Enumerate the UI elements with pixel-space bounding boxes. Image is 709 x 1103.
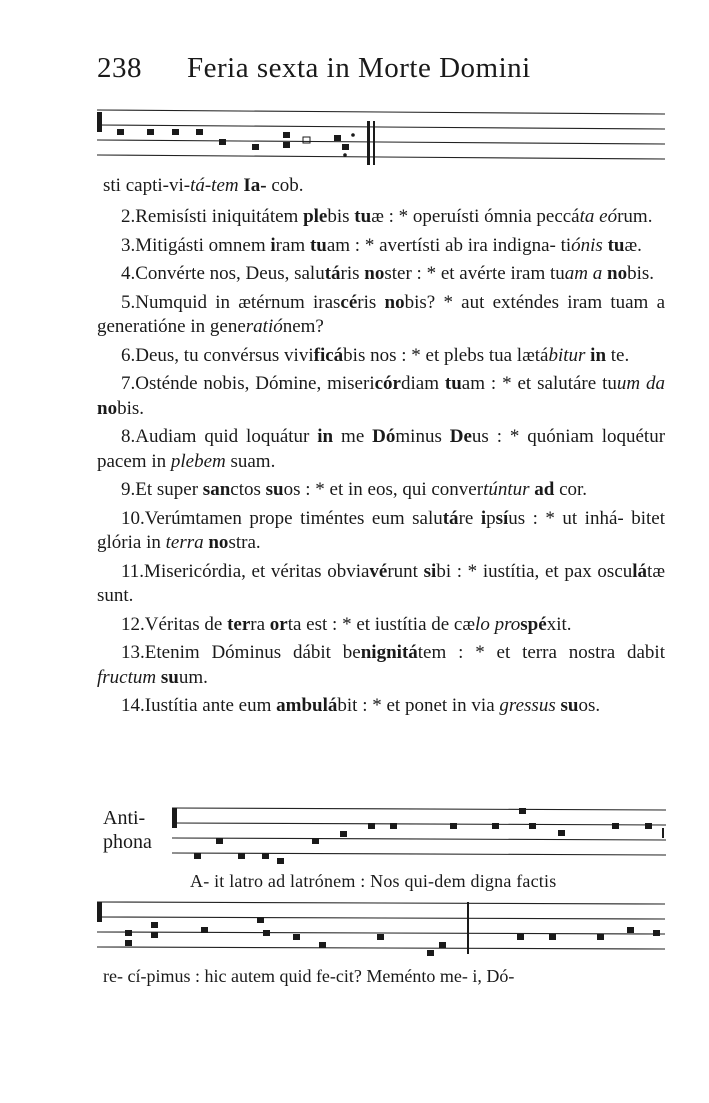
verse-text-run: tu — [354, 206, 372, 227]
verse-text-run: bis? * aut exténdes iram tuam a generatióne in gene — [97, 291, 666, 337]
verse-number: 10. — [121, 507, 145, 529]
verse-text-run: si — [423, 560, 437, 582]
verse-text-run: cór — [374, 373, 401, 394]
verse-text-run: i — [270, 234, 276, 256]
verse-text-run: tá — [401, 642, 418, 663]
psalm-verses — [97, 205, 665, 723]
verse-text-run: ta — [579, 206, 595, 227]
verse-text-run: os : * et in eos, qui conver — [283, 479, 484, 500]
verse-text-run: stra. — [228, 532, 261, 553]
verse-text-run: ambu — [276, 695, 323, 716]
antiphon-lyric-1: A- it latro ad latrónem : Nos qui-dem digna factis — [190, 871, 557, 891]
verse-text-run: minus — [395, 426, 450, 447]
verse-text-run: rum. — [617, 206, 653, 227]
verse-text-run: i — [480, 507, 487, 529]
verse-text-run: in — [590, 344, 607, 366]
verse-text-run: no — [364, 263, 385, 284]
clef — [97, 112, 102, 132]
verse-text-run: ratió — [245, 316, 283, 337]
psalm-verse — [97, 560, 665, 609]
antiphon-label-line2: phona — [103, 831, 152, 853]
verse-number: 14. — [121, 695, 145, 716]
verse-text-run: túntur — [483, 479, 530, 500]
verse-text-run: nis — [580, 234, 603, 256]
verse-text-run: cá — [325, 344, 344, 366]
verse-text-run: runt — [387, 560, 424, 582]
verse-text-run: cor. — [554, 479, 588, 500]
verse-text-run: tá — [324, 263, 341, 284]
verse-text-run: spé — [520, 613, 547, 635]
psalm-verse — [97, 478, 665, 503]
verse-text-run: vé — [369, 560, 388, 582]
lyric-run: tá-tem — [190, 175, 239, 196]
verse-text-run: su — [265, 479, 284, 500]
chant-staff-3 — [97, 892, 669, 964]
verse-text-run: fi — [313, 344, 326, 366]
verse-text-run: su — [560, 695, 579, 716]
page-title: Feria sexta in Morte Domini — [187, 52, 531, 84]
verse-text-run: diam — [400, 373, 445, 394]
verse-text-run: Mitigásti omnem — [135, 234, 271, 256]
verse-text-run: no — [97, 397, 118, 419]
verse-number: 6. — [121, 344, 136, 366]
verse-text-run: bis — [327, 206, 355, 227]
verse-number: 12. — [121, 613, 145, 635]
verse-text-run: or — [269, 613, 288, 635]
verse-text-run: me — [333, 426, 373, 447]
lyric-runs — [103, 175, 304, 196]
verse-number: 2. — [121, 206, 136, 227]
verse-text-run: Deus, tu convérsus vivi — [135, 344, 314, 366]
verse-text-run: lo — [475, 613, 490, 635]
verse-text-run: plebem — [170, 450, 226, 472]
verse-text-run: am — [564, 263, 589, 284]
verse-text-run: tá — [442, 507, 459, 529]
verse-text-run: no — [384, 291, 405, 313]
verse-text-run: bitur — [548, 344, 586, 366]
verse-text-run: ram — [275, 234, 310, 256]
chant-staff-2 — [172, 798, 670, 868]
verse-text-run: os. — [578, 695, 601, 716]
verse-text-run: tu — [309, 234, 327, 256]
verse-text-run: tu — [607, 234, 625, 256]
verse-text-run: bis. — [627, 263, 655, 284]
verse-text-run: ad — [534, 479, 555, 500]
antiphon-lyric-2: re- cí-pimus : hic autem quid fe-cit? Meménto me- i, Dó- — [103, 966, 515, 986]
verse-text-run: bit : * et ponet in via — [337, 695, 500, 716]
page-number: 238 — [97, 52, 142, 84]
verse-text-run: lá — [632, 560, 648, 582]
verse-text-run: Véritas de — [144, 613, 228, 635]
verse-text-run: ster : * et avérte iram tu — [384, 263, 565, 284]
verse-text-run: Audiam quid loquátur — [135, 426, 318, 447]
psalm-verse — [97, 613, 665, 638]
verse-text-run: no — [208, 532, 229, 553]
verse-text-run: p — [486, 507, 496, 529]
verse-number: 8. — [121, 426, 136, 447]
verse-text-run: ter — [227, 613, 251, 635]
verse-text-run: ris — [357, 291, 385, 313]
verse-number: 11. — [121, 560, 145, 582]
psalm-verse — [97, 425, 665, 474]
verse-text-run: no — [607, 263, 628, 284]
antiphon-label-line1: Anti- — [103, 807, 146, 829]
verse-text-run: tu — [444, 373, 462, 394]
verse-text-run: gni — [376, 642, 402, 663]
verse-text-run: cé — [340, 291, 358, 313]
clef — [97, 902, 102, 922]
chant-lyric-1 — [103, 175, 304, 197]
verse-text-run: æ. — [624, 234, 642, 256]
verse-text-run: eó — [599, 206, 618, 227]
verse-text-run: Osténde nobis, Dómine, miseri — [135, 373, 375, 394]
verse-text-run: su — [160, 666, 179, 688]
verse-text-run: ris — [340, 263, 365, 284]
psalm-verse — [97, 291, 665, 340]
verse-text-run: ó — [571, 234, 581, 256]
verse-text-run: us : * ut inhá- bitet glória in — [97, 507, 665, 553]
psalm-verse — [97, 344, 665, 369]
verse-text-run: bis. — [117, 397, 145, 419]
verse-text-run: De — [449, 426, 472, 447]
verse-text-run: ple — [303, 206, 328, 227]
chant-staff-1 — [97, 102, 669, 172]
verse-text-run: am : * et salutáre tu — [461, 373, 617, 394]
psalm-verse — [97, 694, 665, 719]
psalm-verse — [97, 205, 665, 230]
verse-text-run: re — [458, 507, 481, 529]
verse-text-run: a — [592, 263, 603, 284]
verse-text-run: terra — [165, 532, 204, 553]
verse-text-run: æ : * operuísti ómnia peccá — [371, 206, 580, 227]
verse-text-run: um — [616, 373, 641, 394]
verse-text-run: suam. — [225, 450, 276, 472]
verse-text-run: sí — [495, 507, 509, 529]
verse-text-run: Verúmtamen prope timéntes eum salu — [144, 507, 443, 529]
verse-text-run: xit. — [546, 613, 572, 635]
verse-text-run: bis nos : * et plebs tua lætá — [343, 344, 549, 366]
verse-text-run: pro — [494, 613, 521, 635]
verse-text-run: ta est : * et iustítia de cæ — [287, 613, 476, 635]
verse-text-run: ni — [360, 642, 377, 663]
verse-text-run: in — [317, 426, 334, 447]
clef — [172, 808, 177, 828]
verse-text-run: us : * quóniam loquétur pacem in — [97, 426, 666, 472]
verse-number: 4. — [121, 263, 136, 284]
verse-text-run: nem? — [282, 316, 324, 337]
verse-text-run: um. — [178, 666, 208, 688]
antiphon-label — [103, 806, 152, 854]
verse-number: 5. — [121, 291, 136, 313]
verse-text-run: ra — [250, 613, 270, 635]
verse-text-run: tæ sunt. — [97, 560, 665, 606]
verse-text-run: ctos — [230, 479, 266, 500]
verse-text-run: fructum — [97, 666, 157, 688]
verse-text-run: da — [646, 373, 666, 394]
verse-text-run: lá — [322, 695, 338, 716]
verse-number: 13. — [121, 642, 145, 663]
verse-number: 3. — [121, 234, 136, 256]
verse-text-run: Et super — [135, 479, 203, 500]
verse-text-run: san — [202, 479, 231, 500]
psalm-verse — [97, 234, 665, 259]
verse-text-run: tem : * et terra nostra dabit — [417, 642, 665, 663]
lyric-run: Ia- — [243, 175, 267, 196]
verse-text-run: Dó — [372, 426, 396, 447]
page-header — [97, 52, 531, 85]
verse-text-run: Numquid in ætérnum iras — [135, 291, 341, 313]
psalm-verse — [97, 262, 665, 287]
verse-text-run: Iustítia ante eum — [144, 695, 277, 716]
verse-text-run: bi : * iustítia, et pax oscu — [436, 560, 633, 582]
psalm-verse — [97, 641, 665, 690]
verse-number: 7. — [121, 373, 136, 394]
verse-number: 9. — [121, 479, 136, 500]
lyric-run: cob. — [266, 175, 304, 196]
verse-text-run: Etenim Dóminus dábit be — [144, 642, 361, 663]
verse-text-run: te. — [606, 344, 630, 366]
verse-text-run: Misericórdia, et véritas obvia — [144, 560, 370, 582]
verse-text-run: am : * avertísti ab ira indigna- ti — [326, 234, 572, 256]
psalm-verse — [97, 507, 665, 556]
verse-text-run: gressus — [499, 695, 556, 716]
verse-text-run: Remisísti iniquitátem — [135, 206, 304, 227]
verse-text-run: Convérte nos, Deus, salu — [135, 263, 325, 284]
psalm-verse — [97, 372, 665, 421]
lyric-run: sti capti-vi- — [103, 175, 191, 196]
